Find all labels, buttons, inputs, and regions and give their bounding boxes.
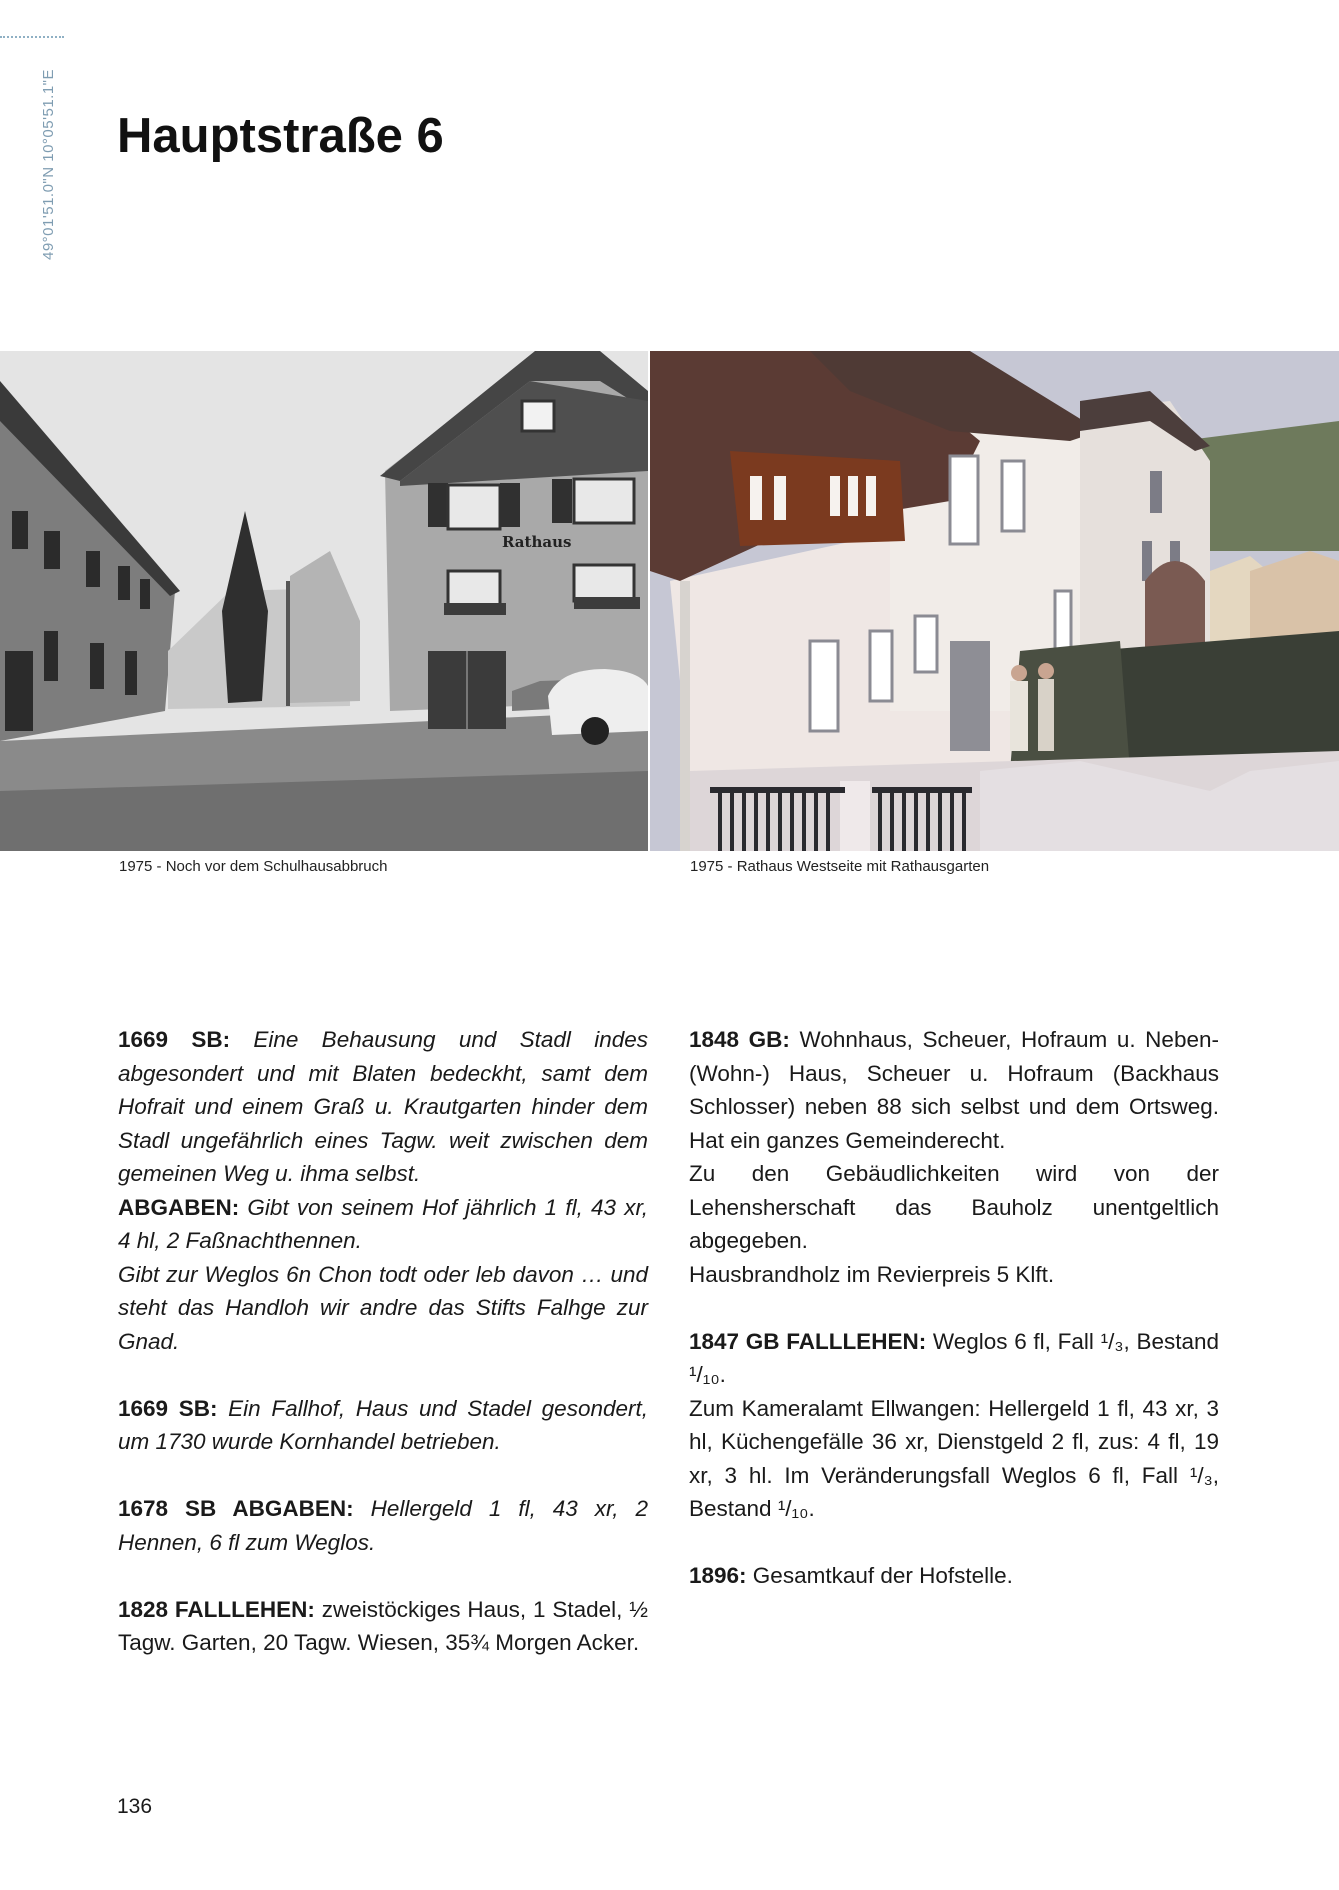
entry-kameralamt	[689, 1392, 1219, 1526]
entry-1896	[689, 1559, 1219, 1593]
entry-1848-gb	[689, 1023, 1219, 1157]
entry-text: Eine Behausung und Stadl indes abgesondert und mit Blaten bedeckht, samt dem Hofrait und einem Graß u. Krautgarten hinder dem Stadl ungefährlich eines Tagw. weit zwischen dem gemeinen Weg u. ihma selbst.	[118, 1027, 648, 1186]
entry-text: Ein Fallhof, Haus und Stadel gesondert, um 1730 wurde Kornhandel betrieben.	[118, 1395, 648, 1454]
entry-text: Zu den Gebäudlichkeiten wird von der Lehensherschaft das Bauholz unentgeltlich abgegeben.	[689, 1161, 1219, 1253]
photo-caption-left: 1975 - Noch vor dem Schulhausabbruch	[119, 858, 388, 875]
entry-text: Hellergeld 1 fl, 43 xr, 2 Hennen, 6 fl zum Weglos.	[118, 1496, 648, 1555]
entry-weglos	[118, 1258, 648, 1359]
entry-1669-sb	[118, 1023, 648, 1191]
entry-heading: ABGABEN:	[118, 1194, 240, 1220]
entry-abgaben	[118, 1191, 648, 1258]
entry-text: Hausbrandholz im Revierpreis 5 Klft.	[689, 1261, 1055, 1287]
dotted-rule	[0, 36, 64, 38]
text-column-right	[689, 1023, 1219, 1626]
entry-heading: 1828 FALLLEHEN:	[118, 1596, 315, 1622]
entry-1669-sb-fallhof	[118, 1392, 648, 1459]
entry-text: Gibt von seinem Hof jährlich 1 fl, 43 xr, 4 hl, 2 Faßnachthennen.	[118, 1194, 648, 1253]
entry-text: Wohnhaus, Scheuer, Hofraum u. Neben- (Wohn-) Haus, Scheuer u. Hofraum (Backhaus Schlosser) neben 88 sich selbst und dem Ortsweg. Hat ein ganzes Gemeinderecht.	[689, 1027, 1219, 1153]
entry-1678-sb-abgaben	[118, 1492, 648, 1559]
entry-text: zweistöckiges Haus, 1 Stadel, ½ Tagw. Garten, 20 Tagw. Wiesen, 35¾ Morgen Acker.	[118, 1596, 648, 1655]
rathaus-sign: Rathaus	[502, 533, 572, 551]
entry-heading: 1847 GB FALLLEHEN:	[689, 1328, 927, 1354]
text-column-left	[118, 1023, 648, 1693]
entry-1828-falllehen	[118, 1593, 648, 1660]
entry-hausbrandholz	[689, 1258, 1219, 1292]
entry-heading: 1669 SB:	[118, 1395, 218, 1421]
entry-text: Weglos 6 fl, Fall ¹/₃, Bestand ¹/₁₀.	[689, 1328, 1220, 1387]
entry-heading: 1848 GB:	[689, 1027, 790, 1052]
page-title: Hauptstraße 6	[117, 109, 444, 163]
entry-text: Gesamtkauf der Hofstelle.	[746, 1563, 1013, 1588]
photo-caption-right: 1975 - Rathaus Westseite mit Rathausgarten	[690, 858, 990, 875]
entry-bauholz	[689, 1157, 1219, 1258]
entry-heading: 1669 SB:	[118, 1027, 231, 1052]
entry-heading: 1896:	[689, 1563, 747, 1588]
entry-text: Gibt zur Weglos 6n Chon todt oder leb davon … und steht das Handloh wir andre das Stifts Falhge zur Gnad.	[118, 1261, 648, 1354]
photo-schoolhouse-1975	[0, 351, 648, 851]
photo-rathaus-westside-1975	[650, 351, 1339, 851]
page-number: 136	[117, 1795, 153, 1818]
entry-text: Zum Kameralamt Ellwangen: Hellergeld 1 fl, 43 xr, 3 hl, Küchengefälle 36 xr, Dienstgeld 2 fl, zus: 4 fl, 19 xr, 3 hl. Im Veränderungsfall Weglos 6 fl, Fall ¹/₃, Bestand ¹/₁₀.	[689, 1395, 1219, 1521]
gps-coordinates: 49°01'51.0"N 10°05'51.1"E	[40, 68, 57, 260]
entry-heading: 1678 SB ABGABEN:	[118, 1496, 354, 1521]
entry-1847-gb-falllehen	[689, 1325, 1219, 1392]
